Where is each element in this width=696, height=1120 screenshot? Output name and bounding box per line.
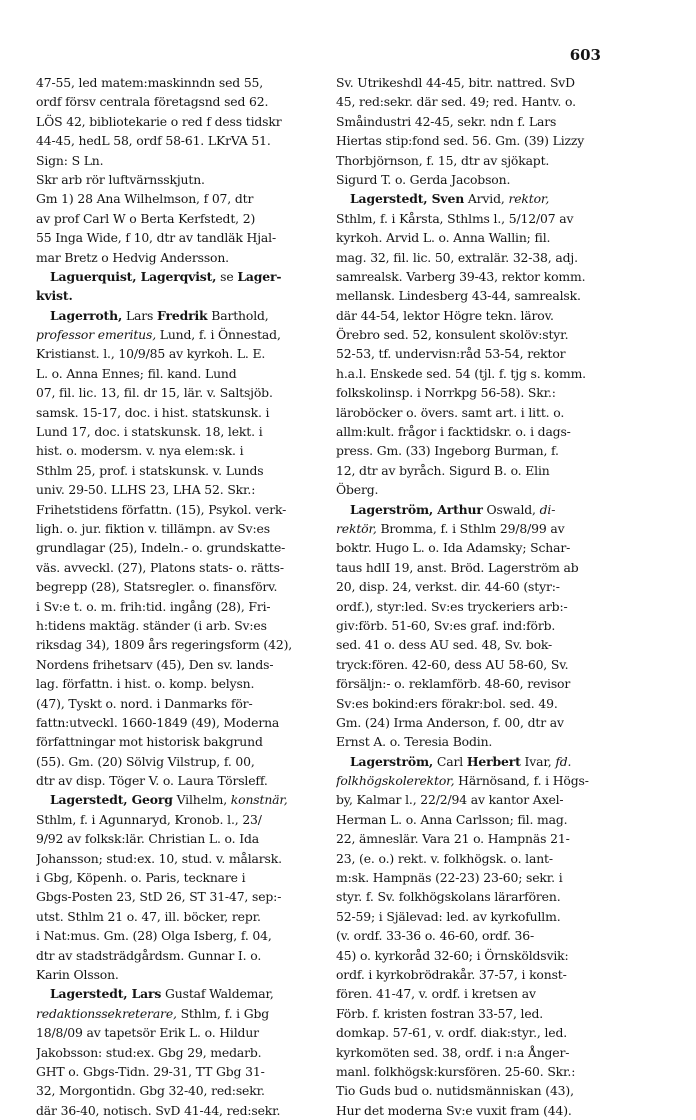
text-line [336,1081,654,1100]
entry-text: där 36-40, notisch. SvD 41-44, red:sekr. [36,1102,281,1118]
text-line [336,112,654,131]
entry-text: i Gbg, Köpenh. o. Paris, tecknare i [36,870,246,886]
entry-text: Örebro sed. 52, konsulent skolöv:styr. [336,327,569,343]
entry-text: dtr av disp. Töger V. o. Laura Törsleff. [36,773,268,789]
text-line [336,480,654,499]
entry-text: hist. o. modersm. v. nya elem:sk. i [36,443,244,459]
text-line [336,170,654,189]
text-line [36,829,354,848]
entry-text: Bromma, f. i Sthlm 29/8/99 av [376,520,565,536]
text-line [36,849,354,868]
entry-text: av prof Carl W o Berta Kerfstedt, 2) [36,210,256,226]
entry-text: Carl [433,753,467,769]
text-line [36,422,354,441]
text-line [36,538,354,557]
text-line [336,209,654,228]
text-line [36,558,354,577]
entry-text: (47), Tyskt o. nord. i Danmarks för- [36,695,253,711]
text-line [336,248,654,267]
entry-title: rektör, [336,520,377,536]
text-line [336,635,654,654]
text-line [36,1062,354,1081]
entry-text: riksdag 34), 1809 års regeringsform (42), [36,637,293,653]
text-line [336,1062,654,1081]
text-line [336,286,654,305]
text-line [336,1101,654,1120]
entry-text: Barthold, [207,307,269,323]
text-line [336,713,654,732]
entry-text: 45) o. kyrkoråd 32-60; i Örnsköldsvik: [336,947,569,963]
entry-text: Sigurd T. o. Gerda Jacobson. [336,171,511,187]
entry-text: Frihetstidens författn. (15), Psykol. verk- [36,501,287,517]
text-line [336,984,654,1003]
text-line [336,403,654,422]
entry-text: Sv. Utrikeshdl 44-45, bitr. nattred. SvD [336,75,575,90]
text-line [36,170,354,189]
text-line [336,887,654,906]
text-line [36,228,354,247]
entry-text: by, Kalmar l., 22/2/94 av kantor Axel- [336,792,564,808]
entry-text: Öberg. [336,482,379,498]
entry-text: samrealsk. Varberg 39-43, rektor komm. [336,268,586,284]
entry-text: Gm 1) 28 Ana Wilhelmson, f 07, dtr [36,191,254,207]
text-line [36,1004,354,1023]
entry-text: Jakobsson: stud:ex. Gbg 29, medarb. [36,1044,262,1060]
entry-text: Gm. (24) Irma Anderson, f. 00, dtr av [336,714,564,730]
entry-text: Lund, f. i Önnestad, [155,327,281,343]
entry-name: kvist. [36,288,73,304]
text-line [36,248,354,267]
entry-name: Lagerström, Arthur [350,501,483,517]
text-line [36,151,354,170]
text-line [336,868,654,887]
text-line [336,441,654,460]
entry-text: fören. 41-47, v. ordf. i kretsen av [336,986,536,1002]
text-line [36,694,354,713]
entry-text: Thorbjörnson, f. 15, dtr av sjökapt. [336,152,550,168]
text-line [336,500,654,519]
entry-text: press. Gm. (33) Ingeborg Burman, f. [336,443,559,459]
entry-text: Oswald, [482,501,540,517]
text-line [336,131,654,150]
entry-text: mag. 32, fil. lic. 50, extralär. 32-38, adj. [336,249,578,265]
entry-text: där 44-54, lektor Högre tekn. lärov. [336,307,554,323]
entry-text: sed. 41 o. dess AU sed. 48, Sv. bok- [336,637,553,653]
text-line [336,344,654,363]
entry-text: lag. författn. i hist. o. komp. belysn. [36,676,255,692]
text-line [36,189,354,208]
text-line [36,267,354,286]
text-line [336,364,654,383]
text-line [336,674,654,693]
text-line [336,1023,654,1042]
text-line [36,771,354,790]
text-line [336,849,654,868]
entry-text: Vilhelm, [172,792,231,808]
text-line [36,946,354,965]
entry-text: 52-59; i Själevad: led. av kyrkofullm. [336,908,561,924]
entry-text: ordf försv centrala företagsnd sed 62. [36,94,269,110]
entry-text: Karin Olsson. [36,966,119,982]
entry-text: 52-53, tf. undervisn:råd 53-54, rektor [336,346,566,362]
text-line [336,1043,654,1062]
text-line [36,926,354,945]
entry-name: Herbert [466,753,521,769]
text-line [36,209,354,228]
entry-text: Sv:es bokind:ers förakr:bol. sed. 49. [336,695,558,711]
entry-title: professor emeritus, [36,327,156,343]
entry-text: domkap. 57-61, v. ordf. diak:styr., led. [336,1025,568,1041]
entry-text: Gbgs-Posten 23, StD 26, ST 31-47, sep:- [36,889,282,905]
entry-text: tryck:fören. 42-60, dess AU 58-60, Sv. [336,656,569,672]
entry-text: Gustaf Waldemar, [161,986,274,1002]
text-line [336,92,654,111]
entry-text: ordf.), styr:led. Sv:es tryckeriers arb:- [336,598,568,614]
entry-text: kyrkoh. Arvid L. o. Anna Wallin; fil. [336,230,551,246]
text-line [336,616,654,635]
entry-text: Sthlm 25, prof. i statskunsk. v. Lunds [36,462,264,478]
entry-text: 12, dtr av byråch. Sigurd B. o. Elin [336,462,550,478]
text-line [336,228,654,247]
text-line [36,907,354,926]
text-line [36,92,354,111]
text-line [36,616,354,635]
text-line [336,1004,654,1023]
text-line [36,1101,354,1120]
entry-text: boktr. Hugo L. o. Ida Adamsky; Schar- [336,540,571,556]
text-line [336,732,654,751]
text-line [36,752,354,771]
right-column [336,73,654,1120]
text-line [336,538,654,557]
text-line [36,868,354,887]
entry-text: försäljn:- o. reklamförb. 48-60, revisor [336,676,571,692]
text-line [36,131,354,150]
entry-text: GHT o. Gbgs-Tidn. 29-31, TT Gbg 31- [36,1063,265,1079]
entry-text: i Nat:mus. Gm. (28) Olga Isberg, f. 04, [36,928,272,944]
entry-text: Tio Guds bud o. nutidsmänniskan (43), [336,1083,574,1099]
entry-name: Lagerström, [350,753,434,769]
entry-text: (v. ordf. 33-36 o. 46-60, ordf. 36- [336,928,534,944]
text-line [36,713,354,732]
text-line [36,286,354,305]
left-column [36,73,354,1120]
text-line [36,441,354,460]
text-line [336,306,654,325]
text-line [36,674,354,693]
entry-text: Nordens frihetsarv (45), Den sv. lands- [36,656,274,672]
entry-title: fd. [555,753,572,769]
text-line [36,500,354,519]
text-line [36,597,354,616]
entry-text: Förb. f. kristen fostran 33-57, led. [336,1005,544,1021]
text-line [36,73,354,92]
page-number: 603 [569,46,601,64]
entry-title: di- [539,501,556,517]
text-line [36,965,354,984]
entry-text: giv:förb. 51-60, Sv:es graf. ind:förb. [336,617,556,633]
text-line [336,151,654,170]
text-line [336,267,654,286]
entry-text: dtr av stadsträdgårdsm. Gunnar I. o. [36,947,262,963]
entry-text: mellansk. Lindesberg 43-44, samrealsk. [336,288,581,304]
entry-title: konstnär, [230,792,288,808]
entry-text: Hur det moderna Sv:e vuxit fram (44). [336,1102,572,1118]
entry-text: folkskolinsp. i Norrkpg 56-58). Skr.: [336,385,556,401]
entry-text: Johansson; stud:ex. 10, stud. v. målarsk. [36,850,282,866]
entry-text: 9/92 av folksk:lär. Christian L. o. Ida [36,831,259,847]
entry-text: taus hdlI 19, anst. Bröd. Lagerström ab [336,559,579,575]
text-line [36,344,354,363]
entry-text: manl. folkhögsk:kursfören. 25-60. Skr.: [336,1063,576,1079]
entry-text: grundlagar (25), Indeln.- o. grundskatte- [36,540,286,556]
entry-text: Ernst A. o. Teresia Bodin. [336,734,493,750]
entry-text: Kristianst. l., 10/9/85 av kyrkoh. L. E. [36,346,266,362]
text-line [36,732,354,751]
text-line [336,810,654,829]
text-line [336,558,654,577]
entry-title: redaktionssekreterare, [36,1005,177,1021]
text-line [336,519,654,538]
text-line [36,325,354,344]
text-line [336,829,654,848]
entry-text: univ. 29-50. LLHS 23, LHA 52. Skr.: [36,482,256,498]
text-line [36,519,354,538]
entry-text: allm:kult. frågor i facktidskr. o. i dags- [336,424,571,440]
entry-text: (55). Gm. (20) Sölvig Vilstrup, f. 00, [36,753,255,769]
entry-name: Lagerstedt, Lars [50,986,162,1002]
entry-text: 22, ämneslär. Vara 21 o. Hampnäs 21- [336,831,570,847]
entry-text: Skr arb rör luftvärnsskjutn. [36,171,205,187]
entry-text: väs. avveckl. (27), Platons stats- o. rätts- [36,559,284,575]
entry-text: Lars [122,307,158,323]
entry-text: m:sk. Hampnäs (22-23) 23-60; sekr. i [336,870,563,886]
entry-text: se [216,268,238,284]
text-line [336,189,654,208]
text-line [36,403,354,422]
text-line [336,383,654,402]
entry-text: begrepp (28), Statsregler. o. finansförv. [36,579,278,595]
entry-name: Lagerroth, [50,307,123,323]
text-line [336,771,654,790]
entry-text: 32, Morgontidn. Gbg 32-40, red:sekr. [36,1083,265,1099]
entry-text: Arvid, [464,191,509,207]
text-line [336,694,654,713]
entry-text: Härnösand, f. i Högs- [454,773,589,789]
entry-name: Laguerquist, Lagerqvist, [50,268,217,284]
text-line [336,965,654,984]
entry-text: Sthlm, f. i Gbg [176,1005,270,1021]
entry-text: samsk. 15-17, doc. i hist. statskunsk. i [36,404,270,420]
text-line [36,810,354,829]
entry-title: rektor, [508,191,550,207]
entry-text: 18/8/09 av tapetsör Erik L. o. Hildur [36,1025,259,1041]
entry-text: h.a.l. Enskede sed. 54 (tjl. f. tjg s. komm. [336,365,586,381]
text-line [36,790,354,809]
entry-text: Småindustri 42-45, sekr. ndn f. Lars [336,113,557,129]
entry-text: 45, red:sekr. där sed. 49; red. Hantv. o. [336,94,576,110]
text-line [336,655,654,674]
entry-text: 07, fil. lic. 13, fil. dr 15, lär. v. Saltsjöb. [36,385,273,401]
text-line [336,597,654,616]
entry-text: i Sv:e t. o. m. frih:tid. ingång (28), Fri- [36,598,271,614]
entry-name: Fredrik [157,307,208,323]
entry-text: 23, (e. o.) rekt. v. folkhögsk. o. lant- [336,850,553,866]
text-line [36,306,354,325]
entry-text: Hiertas stip:fond sed. 56. Gm. (39) Lizzy [336,133,585,149]
entry-text: Ivar, [520,753,556,769]
text-line [36,635,354,654]
entry-text: Herman L. o. Anna Carlsson; fil. mag. [336,811,568,827]
entry-text: kyrkomöten sed. 38, ordf. i n:a Ånger- [336,1044,570,1060]
text-line [36,984,354,1003]
text-line [336,946,654,965]
entry-text: ordf. i kyrkobrödrakår. 37-57, i konst- [336,966,567,982]
entry-text: läroböcker o. övers. samt art. i litt. o. [336,404,565,420]
text-line [36,112,354,131]
entry-name: Lager- [237,268,282,284]
entry-text: 55 Inga Wide, f 10, dtr av tandläk Hjal- [36,230,276,246]
text-line [336,461,654,480]
entry-text: ligh. o. jur. fiktion v. tillämpn. av Sv:es [36,520,270,536]
text-line [36,1043,354,1062]
text-line [336,790,654,809]
text-line [336,907,654,926]
entry-text: 44-45, hedL 58, ordf 58-61. LKrVA 51. [36,133,271,149]
entry-text: Sthlm, f. i Kårsta, Sthlms l., 5/12/07 av [336,210,574,226]
text-line [36,480,354,499]
entry-text: författningar mot historisk bakgrund [36,734,263,750]
entry-name: Lagerstedt, Georg [50,792,173,808]
entry-text: Sign: S Ln. [36,152,104,168]
entry-text: LÖS 42, bibliotekarie o red f dess tidskr [36,113,282,129]
entry-name: Lagerstedt, Sven [350,191,465,207]
text-line [36,383,354,402]
text-line [336,752,654,771]
text-line [36,655,354,674]
entry-text: 20, disp. 24, verkst. dir. 44-60 (styr:- [336,579,560,595]
text-line [36,461,354,480]
entry-text: Lund 17, doc. i statskunsk. 18, lekt. i [36,424,263,440]
text-line [36,577,354,596]
text-line [36,887,354,906]
text-line [336,422,654,441]
text-line [36,364,354,383]
entry-text: 47-55, led matem:maskinndn sed 55, [36,75,264,90]
entry-text: styr. f. Sv. folkhögskolans lärarfören. [336,889,561,905]
text-line [336,926,654,945]
text-line [336,325,654,344]
text-line [36,1081,354,1100]
entry-text: h:tidens maktäg. ständer (i arb. Sv:es [36,617,267,633]
entry-text: fattn:utveckl. 1660-1849 (49), Moderna [36,714,280,730]
entry-text: L. o. Anna Ennes; fil. kand. Lund [36,365,237,381]
entry-text: mar Bretz o Hedvig Andersson. [36,249,229,265]
entry-title: folkhögskolerektor, [336,773,455,789]
entry-text: utst. Sthlm 21 o. 47, ill. böcker, repr. [36,908,261,924]
text-line [36,1023,354,1042]
text-line [336,577,654,596]
text-line [336,73,654,92]
entry-text: Sthlm, f. i Agunnaryd, Kronob. l., 23/ [36,811,262,827]
